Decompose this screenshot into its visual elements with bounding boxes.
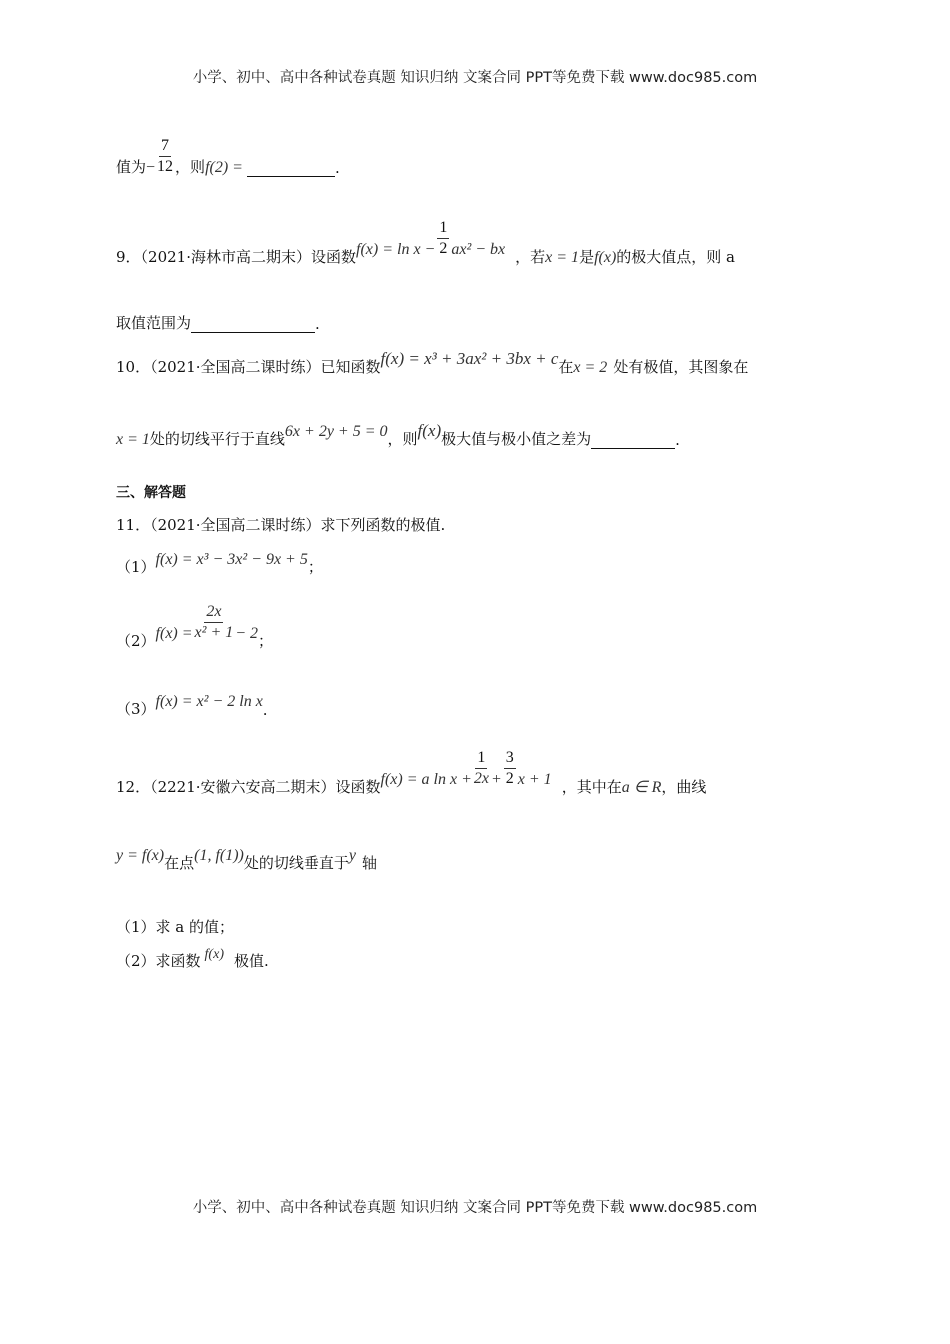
- q12-part1: （1）求 a 的值；: [116, 918, 235, 936]
- page-header: 小学、初中、高中各种试卷真题 知识归纳 文案合同 PPT等免费下载 www.doc985.com: [192, 70, 758, 86]
- text: ；: [258, 632, 274, 650]
- denominator: x² + 1: [194, 624, 234, 641]
- math-expr: a ∈ R: [621, 779, 662, 796]
- text: ，若: [515, 248, 546, 266]
- math-expr: 6x + 2y + 5 = 0: [284, 423, 388, 440]
- text: ，则: [175, 158, 206, 176]
- part-label: （1）: [116, 558, 156, 576]
- text: 是: [579, 248, 595, 266]
- text: ，则: [387, 430, 418, 448]
- numerator: 7: [159, 136, 171, 157]
- numerator: 2x: [204, 602, 223, 623]
- fraction: [157, 136, 173, 177]
- math-expr: f(x) = ln x −: [356, 241, 436, 258]
- math-expr: f(x) = x² − 2 ln x: [155, 693, 263, 710]
- period: .: [675, 431, 680, 449]
- period: .: [334, 159, 340, 177]
- q9-line: [116, 219, 735, 267]
- numerator: 3: [504, 748, 516, 769]
- denominator: 2: [439, 240, 448, 257]
- text: ，曲线: [661, 778, 707, 796]
- part-label: （2）: [116, 632, 156, 650]
- q12-line: [116, 749, 707, 797]
- text: .: [262, 701, 268, 719]
- math-expr: f(x) = x³ + 3ax² + 3bx + c: [380, 349, 559, 368]
- answer-blank[interactable]: [191, 318, 315, 333]
- math-expr: f(x): [204, 947, 224, 962]
- text: 轴: [362, 854, 378, 872]
- text: （2）求函数: [116, 952, 201, 970]
- math-expr: (1, f(1)): [194, 847, 244, 864]
- fraction: [504, 748, 516, 789]
- text: 极值.: [233, 952, 269, 970]
- denominator: 12: [157, 158, 174, 175]
- math-expr: f(x) =: [155, 625, 193, 642]
- q11-line: 11．（2021·全国高二课时练）求下列函数的极值.: [116, 516, 446, 534]
- q11-part3: [116, 693, 268, 719]
- math-expr: +: [490, 771, 502, 788]
- question-number: 10．（2021·全国高二课时练）已知函数: [116, 358, 381, 376]
- page-footer: 小学、初中、高中各种试卷真题 知识归纳 文案合同 PPT等免费下载 www.doc985.com: [192, 1200, 758, 1216]
- math-expr: f(x) = a ln x +: [380, 771, 472, 788]
- question-number: 12．（2221·安徽六安高二期末）设函数: [116, 778, 381, 796]
- numerator: 1: [475, 748, 487, 769]
- numerator: 1: [437, 218, 449, 239]
- math-expr: f(x): [417, 421, 442, 440]
- answer-blank[interactable]: [591, 434, 675, 449]
- q10-line: [116, 349, 749, 377]
- q8-tail-line: [116, 136, 340, 177]
- text: 在点: [164, 854, 195, 872]
- text: 取值范围为: [116, 314, 192, 332]
- denominator: 2x: [473, 770, 489, 787]
- period: .: [315, 315, 320, 333]
- section-heading: 三、解答题: [116, 485, 186, 501]
- math-expr: y: [348, 847, 357, 864]
- q10-line2: [116, 421, 680, 449]
- fraction: [474, 748, 489, 789]
- q9-line2: [116, 312, 320, 333]
- minus-sign: −: [146, 159, 156, 176]
- q12-part2: [116, 947, 269, 971]
- text: 处的切线垂直于: [243, 854, 349, 872]
- math-expr: x = 1: [116, 431, 150, 448]
- math-expr: f(x): [594, 249, 617, 266]
- question-number: 9．（2021·海林市高二期末）设函数: [116, 248, 356, 266]
- answer-blank[interactable]: [247, 162, 335, 177]
- math-expr: x = 2: [573, 359, 608, 376]
- math-expr: f(x) = x³ − 3x² − 9x + 5: [155, 551, 308, 568]
- q11-part1: [116, 551, 323, 577]
- q12-line2: [116, 847, 378, 873]
- fraction: [195, 602, 234, 643]
- text: 值为: [116, 158, 147, 176]
- math-expr: − 2: [235, 625, 259, 642]
- q11-part2: [116, 603, 274, 651]
- part-label: （3）: [116, 700, 156, 718]
- math-expr: y = f(x): [116, 847, 165, 864]
- text: 极大值与极小值之差为: [441, 430, 592, 448]
- math-expr: ax² − bx: [451, 241, 506, 258]
- denominator: 2: [505, 770, 514, 787]
- math-expr: x + 1: [517, 771, 552, 788]
- text: 的极大值点，则 a: [616, 248, 735, 266]
- math-expr: x = 1: [545, 249, 580, 266]
- text: 处有极值，其图象在: [613, 358, 749, 376]
- text: ，其中在: [561, 778, 622, 796]
- math-expr: f(2) =: [205, 159, 243, 176]
- text: ；: [307, 558, 323, 576]
- text: 处的切线平行于直线: [149, 430, 285, 448]
- fraction: [437, 218, 449, 259]
- text: 在: [558, 358, 574, 376]
